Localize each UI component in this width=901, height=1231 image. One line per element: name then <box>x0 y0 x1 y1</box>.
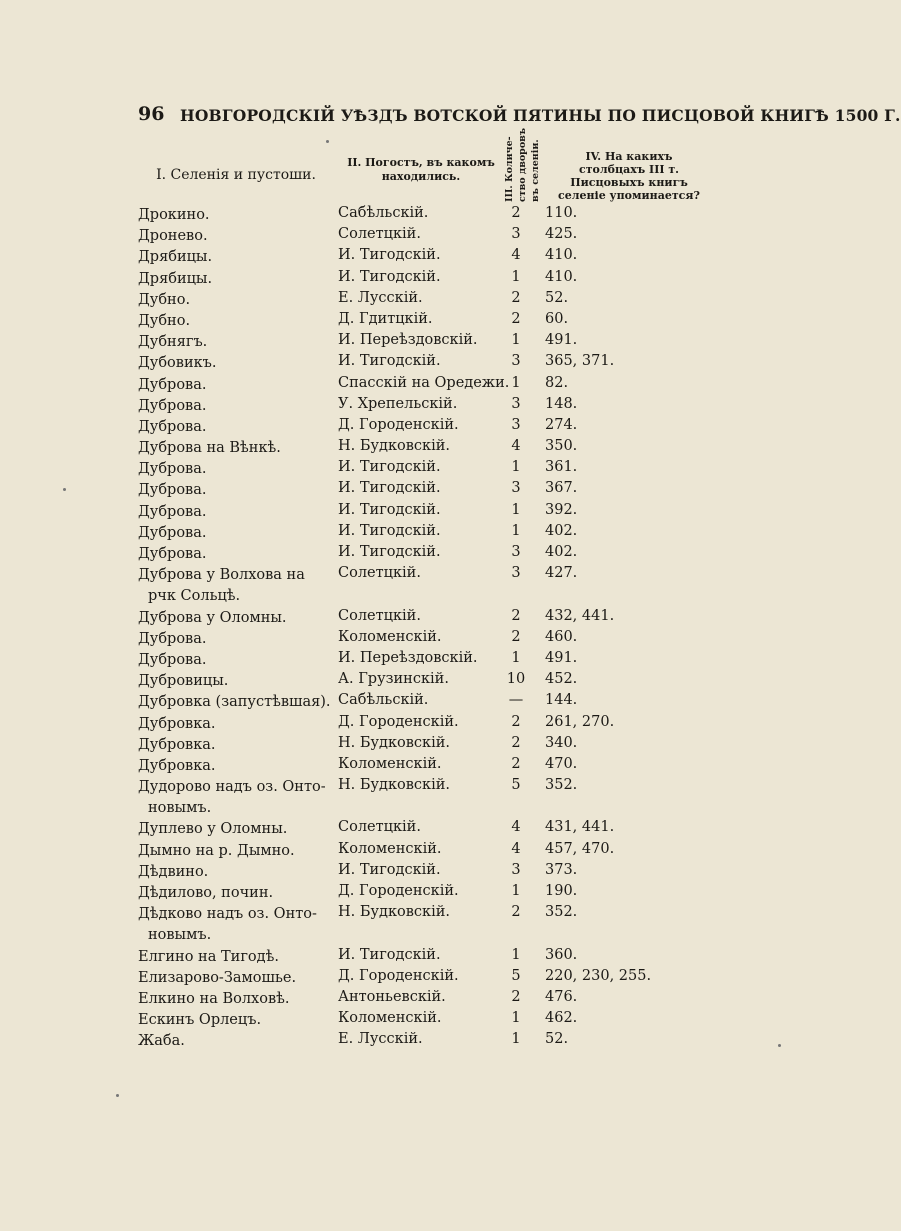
settlement-name <box>138 904 338 946</box>
table-row <box>0 332 795 353</box>
column-references: 402. <box>545 522 578 539</box>
household-count: 1 <box>511 332 521 349</box>
settlement-name <box>138 819 338 840</box>
settlement-name-continuation: рчк Сольцѣ. <box>148 588 241 605</box>
settlement-name-text: Дудорово надъ оз. Онто- <box>138 779 326 796</box>
settlement-name-text: Дубровка. <box>138 736 216 753</box>
pogost: Е. Лусскій. <box>338 1031 423 1048</box>
column-references: 340. <box>545 734 578 751</box>
settlement-name <box>138 714 338 735</box>
household-count: 3 <box>511 480 521 497</box>
household-count: 1 <box>511 459 521 476</box>
column-header-pogost: II. Погостъ, въ какомъ находились. <box>347 156 495 183</box>
household-count: 2 <box>511 713 521 730</box>
column-header-count-line2: ство дворовъ <box>517 127 528 202</box>
table-row <box>0 968 795 989</box>
column-references: 427. <box>545 565 578 582</box>
column-header-columns-ref: IV. На какихъ столбцахъ III т. Писцовыхъ книгъ селеніе упоминается? <box>558 150 700 202</box>
settlement-name-text: Дубровка. <box>138 715 216 732</box>
settlement-name <box>138 396 338 417</box>
pogost: И. Тигодскій. <box>338 480 441 497</box>
table-row <box>0 226 795 247</box>
column-header-settlements: I. Селенія и пустоши. <box>156 167 316 183</box>
column-references: 60. <box>545 310 569 327</box>
household-count: — <box>508 692 524 709</box>
pogost: Н. Будковскій. <box>338 904 451 921</box>
settlement-name <box>138 650 338 671</box>
table-row <box>0 883 795 904</box>
household-count: 3 <box>511 395 521 412</box>
settlement-name <box>138 841 338 862</box>
column-references: 190. <box>545 883 578 900</box>
table-row <box>0 819 795 840</box>
pogost: Е. Лусскій. <box>338 289 423 306</box>
pogost: И. Тигодскій. <box>338 522 441 539</box>
household-count: 1 <box>511 1010 521 1027</box>
column-references: 360. <box>545 946 578 963</box>
household-count: 5 <box>511 777 521 794</box>
settlement-name-continuation: новымъ. <box>148 927 212 944</box>
household-count: 2 <box>511 755 521 772</box>
household-count: 4 <box>511 438 521 455</box>
column-header-count-line1: III. Количе- <box>504 136 515 202</box>
column-references: 350. <box>545 438 578 455</box>
table-row <box>0 269 795 290</box>
settlements-table <box>0 205 795 1053</box>
table-row <box>0 650 795 671</box>
household-count: 1 <box>511 946 521 963</box>
column-references: 352. <box>545 904 578 921</box>
column-references: 410. <box>545 268 578 285</box>
table-row <box>0 353 795 374</box>
table-row <box>0 544 795 565</box>
settlement-name-text: Дуброва. <box>138 546 207 562</box>
pogost: Солетцкій. <box>338 819 421 836</box>
column-references: 361. <box>545 459 578 476</box>
settlement-name <box>138 311 338 332</box>
table-row <box>0 565 795 607</box>
table-row <box>0 735 795 756</box>
pogost: Коломенскій. <box>338 628 442 645</box>
settlement-name <box>138 883 338 904</box>
column-references: 432, 441. <box>545 607 615 624</box>
household-count: 1 <box>511 1031 521 1048</box>
settlement-name <box>138 353 338 374</box>
settlement-name <box>138 777 338 819</box>
household-count: 1 <box>511 522 521 539</box>
pogost: И. Тигодскій. <box>338 268 441 285</box>
table-row <box>0 311 795 332</box>
running-title: НОВГОРОДСКІЙ УѢЗДЪ ВОТСКОЙ ПЯТИНЫ ПО ПИСЦОВОЙ КНИГѢ 1500 Г. <box>180 106 901 125</box>
household-count: 3 <box>511 565 521 582</box>
column-references: 261, 270. <box>545 713 615 730</box>
pogost: Спасскій на Оредежи. <box>338 374 510 391</box>
table-row <box>0 692 795 713</box>
ink-speck <box>116 1094 119 1097</box>
ink-speck <box>778 1044 781 1047</box>
table-row <box>0 459 795 480</box>
table-row <box>0 396 795 417</box>
ink-speck <box>63 488 66 491</box>
column-references: 460. <box>545 628 578 645</box>
settlement-name-text: Дѣдилово, почин. <box>138 885 274 902</box>
table-row <box>0 247 795 268</box>
column-references: 220, 230, 255. <box>545 967 652 984</box>
settlement-name-text: Дуброва. <box>138 376 207 393</box>
settlement-name <box>138 735 338 756</box>
pogost: И. Переѣздовскій. <box>338 649 478 666</box>
pogost: Солетцкій. <box>338 565 421 582</box>
table-row <box>0 629 795 650</box>
settlement-name-text: Елизарово-Замошье. <box>138 969 297 986</box>
column-header-count-line3: въ селеніи. <box>530 139 541 202</box>
pogost: Сабѣльскій. <box>338 205 429 221</box>
settlement-name-text: Дуброва. <box>138 397 207 414</box>
table-row <box>0 714 795 735</box>
column-references: 402. <box>545 544 578 560</box>
settlement-name-text: Дубровка. <box>138 757 216 774</box>
settlement-name-text: Дуброва у Волхова на <box>138 567 305 584</box>
settlement-name-text: Дуброва. <box>138 630 207 647</box>
settlement-name-text: Дѣдвино. <box>138 863 209 880</box>
column-references: 52. <box>545 289 569 306</box>
household-count: 1 <box>511 374 521 391</box>
column-references: 491. <box>545 332 578 349</box>
table-row <box>0 1010 795 1031</box>
household-count: 1 <box>511 268 521 285</box>
pogost: Сабѣльскій. <box>338 692 429 709</box>
pogost: И. Тигодскій. <box>338 946 441 963</box>
table-row <box>0 904 795 946</box>
table-row <box>0 989 795 1010</box>
settlement-name-text: Дуброва. <box>138 461 207 478</box>
table-row <box>0 502 795 523</box>
settlement-name-text: Дубовикъ. <box>138 355 217 372</box>
table-row <box>0 205 795 226</box>
column-references: 82. <box>545 374 569 391</box>
column-references: 431, 441. <box>545 819 615 836</box>
settlement-name <box>138 968 338 989</box>
pogost: И. Переѣздовскій. <box>338 332 478 349</box>
household-count: 1 <box>511 649 521 666</box>
pogost: Д. Городенскій. <box>338 967 459 984</box>
household-count: 5 <box>511 967 521 984</box>
pogost: Д. Городенскій. <box>338 713 459 730</box>
settlement-name <box>138 989 338 1010</box>
pogost: И. Тигодскій. <box>338 501 441 518</box>
household-count: 2 <box>511 289 521 306</box>
column-references: 410. <box>545 247 578 264</box>
table-row <box>0 608 795 629</box>
table-row <box>0 290 795 311</box>
column-references: 365, 371. <box>545 353 615 370</box>
column-references: 148. <box>545 395 578 412</box>
table-row <box>0 523 795 544</box>
pogost: И. Тигодскій. <box>338 353 441 370</box>
settlement-name-text: Дрябицы. <box>138 270 213 287</box>
household-count: 3 <box>511 416 521 433</box>
settlement-name <box>138 692 338 713</box>
household-count: 2 <box>511 607 521 624</box>
settlement-name <box>138 438 338 459</box>
column-references: 373. <box>545 861 578 878</box>
settlement-name-text: Дуброва. <box>138 418 207 435</box>
settlement-name <box>138 502 338 523</box>
settlement-name <box>138 565 338 607</box>
settlement-name-text: Дрябицы. <box>138 249 213 266</box>
household-count: 2 <box>511 205 521 221</box>
settlement-name-text: Дуброва. <box>138 524 207 541</box>
column-references: 491. <box>545 649 578 666</box>
settlement-name <box>138 375 338 396</box>
household-count: 2 <box>511 628 521 645</box>
page-number: 96 <box>138 103 165 125</box>
household-count: 2 <box>511 904 521 921</box>
settlement-name <box>138 247 338 268</box>
settlement-name <box>138 1031 338 1052</box>
settlement-name <box>138 205 338 226</box>
column-references: 352. <box>545 777 578 794</box>
settlement-name <box>138 947 338 968</box>
column-references: 110. <box>545 205 578 221</box>
settlement-name-text: Дуброва у Оломны. <box>138 609 287 626</box>
settlement-name <box>138 608 338 629</box>
settlement-name-text: Елгино на Тигодѣ. <box>138 948 279 965</box>
pogost: Д. Гдитцкій. <box>338 310 433 327</box>
settlement-name-text: Дуброва. <box>138 503 207 520</box>
pogost: Солетцкій. <box>338 607 421 624</box>
column-references: 392. <box>545 501 578 518</box>
pogost: Н. Будковскій. <box>338 734 451 751</box>
settlement-name-text: Дѣдково надъ оз. Онто- <box>138 906 317 923</box>
settlement-name-text: Дуплево у Оломны. <box>138 821 288 838</box>
household-count: 10 <box>506 671 526 688</box>
settlement-name <box>138 862 338 883</box>
column-references: 452. <box>545 671 578 688</box>
column-references: 457, 470. <box>545 840 615 857</box>
pogost: Антоньевскій. <box>338 988 446 1005</box>
column-references: 274. <box>545 416 578 433</box>
pogost: Д. Городенскій. <box>338 416 459 433</box>
pogost: И. Тигодскій. <box>338 861 441 878</box>
pogost: Коломенскій. <box>338 840 442 857</box>
column-references: 144. <box>545 692 578 709</box>
table-row <box>0 671 795 692</box>
settlement-name-text: Дымно на р. Дымно. <box>138 842 295 859</box>
settlement-name <box>138 459 338 480</box>
settlement-name-text: Дубровка (запустѣвшая). <box>138 694 331 711</box>
pogost: У. Хрепельскій. <box>338 395 458 412</box>
settlement-name <box>138 1010 338 1031</box>
settlement-name-text: Дубнягъ. <box>138 334 208 351</box>
settlement-name-text: Елкино на Волховѣ. <box>138 990 290 1007</box>
column-references: 425. <box>545 226 578 243</box>
settlement-name <box>138 523 338 544</box>
table-row <box>0 841 795 862</box>
settlement-name <box>138 544 338 565</box>
settlement-name <box>138 290 338 311</box>
household-count: 4 <box>511 840 521 857</box>
settlement-name <box>138 756 338 777</box>
column-header-household-count <box>500 127 556 204</box>
settlement-name-text: Дуброва. <box>138 482 207 499</box>
settlement-name <box>138 269 338 290</box>
ink-speck <box>326 140 329 143</box>
settlement-name <box>138 671 338 692</box>
pogost: И. Тигодскій. <box>338 459 441 476</box>
pogost: И. Тигодскій. <box>338 247 441 264</box>
household-count: 2 <box>511 310 521 327</box>
household-count: 4 <box>511 819 521 836</box>
settlement-name-continuation: новымъ. <box>148 800 212 817</box>
settlement-name <box>138 480 338 501</box>
household-count: 1 <box>511 501 521 518</box>
column-references: 367. <box>545 480 578 497</box>
settlement-name-text: Жаба. <box>138 1033 185 1050</box>
column-references: 470. <box>545 755 578 772</box>
table-row <box>0 438 795 459</box>
settlement-name-text: Дуброва на Вѣнкѣ. <box>138 440 281 457</box>
column-references: 52. <box>545 1031 569 1048</box>
settlement-name <box>138 332 338 353</box>
table-row <box>0 480 795 501</box>
pogost: Коломенскій. <box>338 1010 442 1027</box>
household-count: 3 <box>511 226 521 243</box>
settlement-name-text: Дрокино. <box>138 207 210 223</box>
household-count: 2 <box>511 988 521 1005</box>
settlement-name-text: Дубно. <box>138 312 191 329</box>
settlement-name-text: Дуброва. <box>138 651 207 668</box>
settlement-name <box>138 226 338 247</box>
table-row <box>0 756 795 777</box>
table-row <box>0 417 795 438</box>
household-count: 3 <box>511 353 521 370</box>
household-count: 4 <box>511 247 521 264</box>
pogost: Солетцкій. <box>338 226 421 243</box>
household-count: 1 <box>511 883 521 900</box>
column-references: 462. <box>545 1010 578 1027</box>
pogost: Н. Будковскій. <box>338 438 451 455</box>
settlement-name-text: Дубно. <box>138 291 191 308</box>
settlement-name <box>138 417 338 438</box>
pogost: А. Грузинскій. <box>338 671 449 688</box>
pogost: Н. Будковскій. <box>338 777 451 794</box>
household-count: 3 <box>511 861 521 878</box>
household-count: 3 <box>511 544 521 560</box>
table-row <box>0 862 795 883</box>
pogost: Коломенскій. <box>338 755 442 772</box>
household-count: 2 <box>511 734 521 751</box>
table-row <box>0 947 795 968</box>
running-head <box>138 103 901 127</box>
settlement-name <box>138 629 338 650</box>
column-references: 476. <box>545 988 578 1005</box>
settlement-name-text: Дронево. <box>138 228 208 245</box>
table-row <box>0 777 795 819</box>
table-row <box>0 375 795 396</box>
table-row <box>0 1031 795 1052</box>
pogost: Д. Городенскій. <box>338 883 459 900</box>
settlement-name-text: Дубровицы. <box>138 673 229 690</box>
settlement-name-text: Ескинъ Орлецъ. <box>138 1012 262 1029</box>
pogost: И. Тигодскій. <box>338 544 441 560</box>
